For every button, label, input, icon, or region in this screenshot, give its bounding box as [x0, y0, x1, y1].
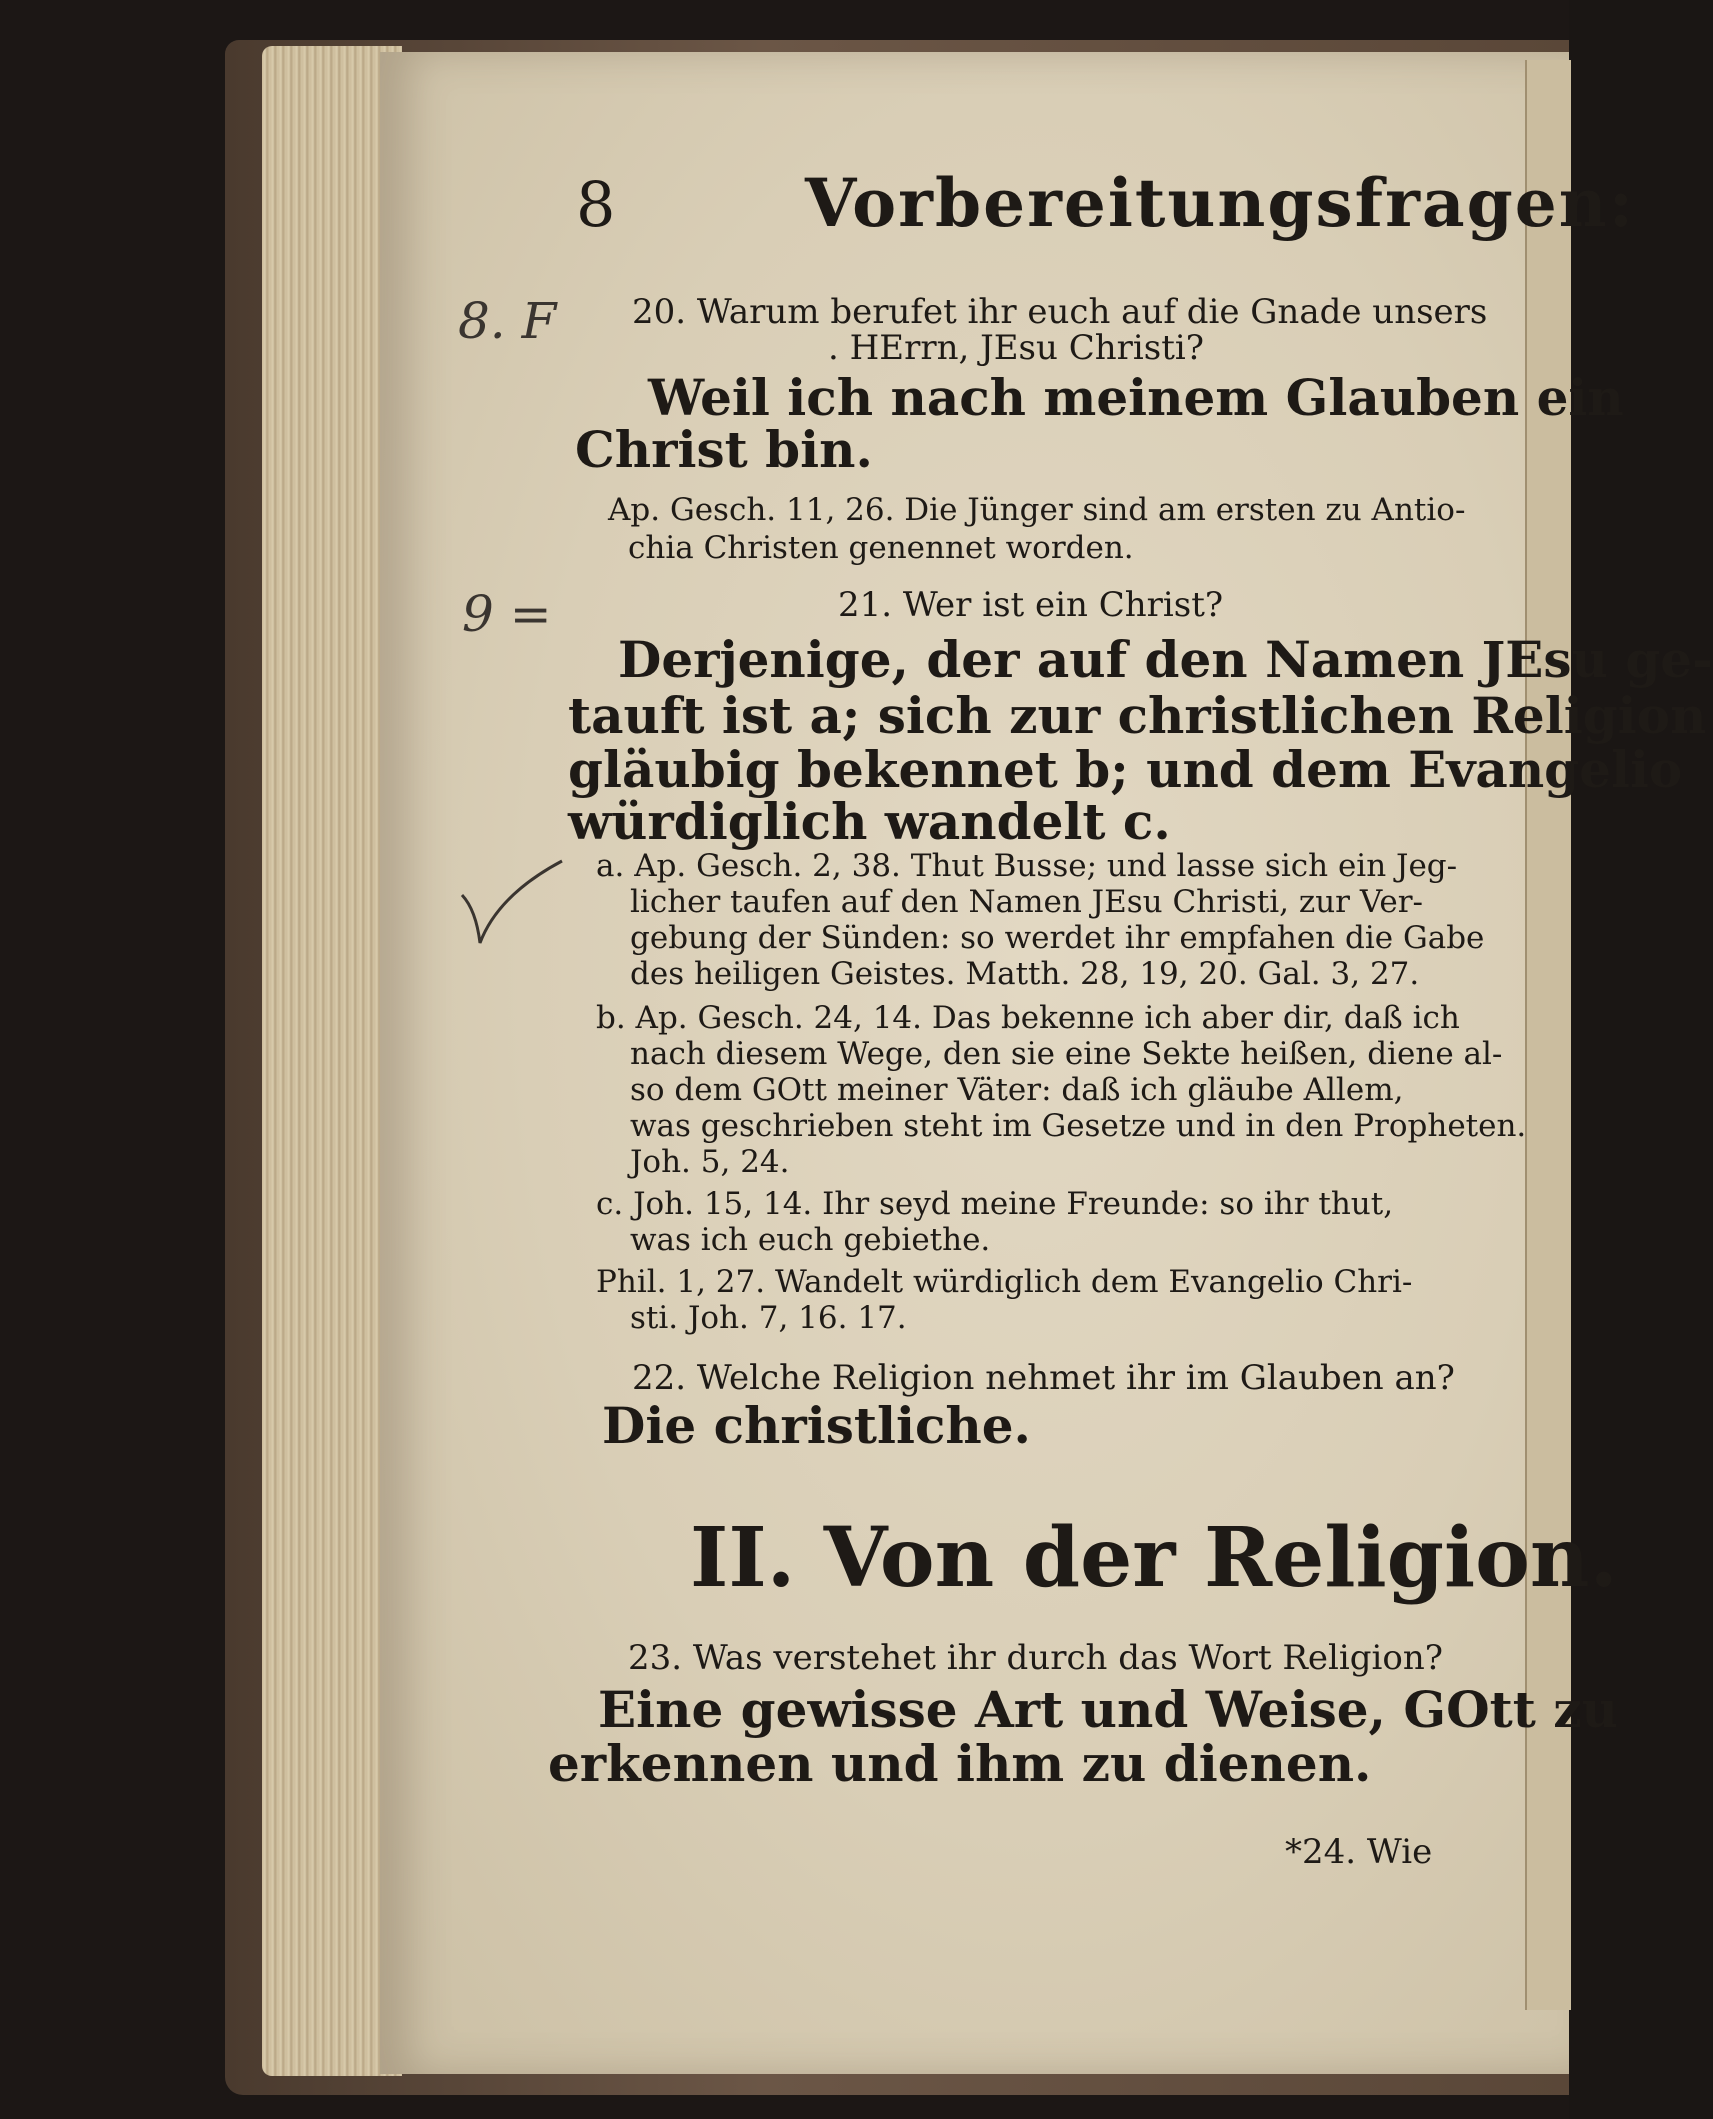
- reference-21b-line4: was geschrieben steht im Gesetze und in den Propheten.: [630, 1108, 1527, 1144]
- reference-21a-line2: licher taufen auf den Namen JEsu Christi, zur Ver-: [630, 884, 1424, 920]
- reference-21b-line5: Joh. 5, 24.: [630, 1144, 790, 1180]
- question-21: 21. Wer ist ein Christ?: [838, 585, 1224, 625]
- answer-21-line4: würdiglich wandelt c.: [568, 792, 1171, 851]
- answer-21-line3: gläubig bekennet b; und dem Evangelio: [568, 740, 1683, 799]
- question-20-cont: . HErrn, JEsu Christi?: [828, 328, 1204, 368]
- section-heading: II. Von der Religion.: [690, 1510, 1618, 1606]
- reference-21b-line3: so dem GOtt meiner Väter: daß ich gläube Allem,: [630, 1072, 1404, 1108]
- running-title: Vorbereitungsfragen:: [805, 164, 1636, 242]
- page-number: 8: [576, 168, 616, 241]
- reference-21a-line4: des heiligen Geistes. Matth. 28, 19, 20. Gal. 3, 27.: [630, 956, 1420, 992]
- question-23: 23. Was verstehet ihr durch das Wort Religion?: [628, 1638, 1444, 1678]
- reference-21a-line1: a. Ap. Gesch. 2, 38. Thut Busse; und lasse sich ein Jeg-: [596, 848, 1458, 884]
- reference-20-line1: Ap. Gesch. 11, 26. Die Jünger sind am ersten zu Antio-: [608, 492, 1466, 528]
- reference-21b-line2: nach diesem Wege, den sie eine Sekte heißen, diene al-: [630, 1036, 1503, 1072]
- answer-20-line2: Christ bin.: [575, 420, 873, 479]
- reference-21c-line2: was ich euch gebiethe.: [630, 1222, 991, 1258]
- answer-23-line1: Eine gewisse Art und Weise, GOtt zu: [598, 1680, 1618, 1739]
- reference-21d-line1: Phil. 1, 27. Wandelt würdiglich dem Evangelio Chri-: [596, 1264, 1413, 1300]
- answer-21-line2: tauft ist a; sich zur christlichen Religion: [568, 686, 1707, 745]
- answer-21-line1: Derjenige, der auf den Namen JEsu ge-: [618, 630, 1713, 689]
- reference-21b-line1: b. Ap. Gesch. 24, 14. Das bekenne ich aber dir, daß ich: [596, 1000, 1460, 1036]
- margin-note-2: 9 =: [462, 585, 552, 643]
- answer-22: Die christliche.: [602, 1396, 1031, 1455]
- reference-20-line2: chia Christen genennet worden.: [628, 530, 1134, 566]
- answer-20-line1: Weil ich nach meinem Glauben ein: [648, 368, 1624, 427]
- question-22: 22. Welche Religion nehmet ihr im Glauben an?: [632, 1358, 1455, 1398]
- catchword: *24. Wie: [1285, 1832, 1433, 1872]
- reference-21d-line2: sti. Joh. 7, 16. 17.: [630, 1300, 907, 1336]
- reference-21c-line1: c. Joh. 15, 14. Ihr seyd meine Freunde: so ihr thut,: [596, 1186, 1394, 1222]
- checkmark-annotation: [458, 855, 568, 945]
- reference-21a-line3: gebung der Sünden: so werdet ihr empfahen die Gabe: [630, 920, 1485, 956]
- answer-23-line2: erkennen und ihm zu dienen.: [548, 1734, 1372, 1793]
- question-20: 20. Warum berufet ihr euch auf die Gnade unsers: [632, 292, 1488, 332]
- margin-note-1: 8. F: [458, 292, 557, 350]
